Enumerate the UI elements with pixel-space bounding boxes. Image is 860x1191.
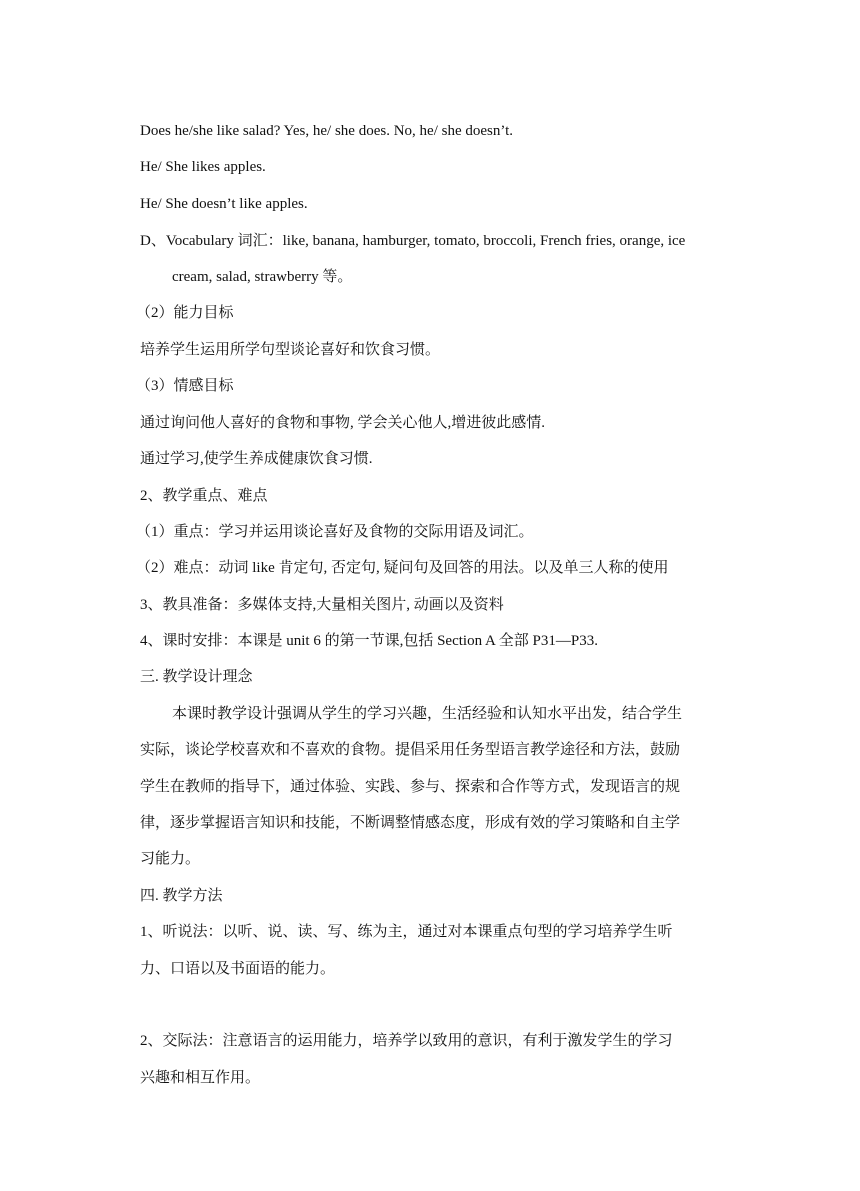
text-line: cream, salad, strawberry 等。	[172, 269, 353, 285]
text-line: 培养学生运用所学句型谈论喜好和饮食习惯。	[140, 342, 441, 358]
paragraph-line: 律，逐步掌握语言知识和技能，不断调整情感态度，形成有效的学习策略和自主学	[140, 815, 681, 831]
text-line: Does he/she like salad? Yes, he/ she does. No, he/ she doesn’t.	[140, 123, 513, 139]
text-line: He/ She doesn’t like apples.	[140, 196, 308, 212]
text-line: 通过询问他人喜好的食物和事物, 学会关心他人,增进彼此感情.	[140, 415, 546, 431]
paragraph-line: 兴趣和相互作用。	[140, 1070, 261, 1086]
text-line: 4、课时安排：本课是 unit 6 的第一节课,包括 Section A 全部 P31—P33.	[140, 633, 598, 649]
section-heading: （3）情感目标	[136, 378, 234, 394]
text-line: 3、教具准备：多媒体支持,大量相关图片, 动画以及资料	[140, 597, 504, 613]
section-heading: 四. 教学方法	[140, 888, 223, 904]
section-heading: （2）能力目标	[136, 305, 234, 321]
text-line: D、Vocabulary 词汇：like, banana, hamburger, tomato, broccoli, French fries, orange, ice	[140, 233, 686, 249]
paragraph-line: 力、口语以及书面语的能力。	[140, 961, 336, 977]
paragraph-line: 本课时教学设计强调从学生的学习兴趣，生活经验和认知水平出发，结合学生	[172, 706, 683, 722]
paragraph-line: 习能力。	[140, 851, 201, 867]
section-heading: 三. 教学设计理念	[140, 669, 253, 685]
text-line: 通过学习,使学生养成健康饮食习惯.	[140, 451, 373, 467]
text-line: （2）难点：动词 like 肯定句, 否定句, 疑问句及回答的用法。以及单三人称的使用	[136, 560, 669, 576]
paragraph-line: 实际，谈论学校喜欢和不喜欢的食物。提倡采用任务型语言教学途径和方法，鼓励	[140, 742, 681, 758]
text-line: He/ She likes apples.	[140, 159, 266, 175]
text-line: （1）重点：学习并运用谈论喜好及食物的交际用语及词汇。	[136, 524, 534, 540]
paragraph-line: 2、交际法：注意语言的运用能力，培养学以致用的意识，有利于激发学生的学习	[140, 1033, 673, 1049]
paragraph-line: 学生在教师的指导下，通过体验、实践、参与、探索和合作等方式，发现语言的规	[140, 779, 681, 795]
paragraph-line: 1、听说法：以听、说、读、写、练为主，通过对本课重点句型的学习培养学生听	[140, 924, 673, 940]
section-heading: 2、教学重点、难点	[140, 488, 268, 504]
